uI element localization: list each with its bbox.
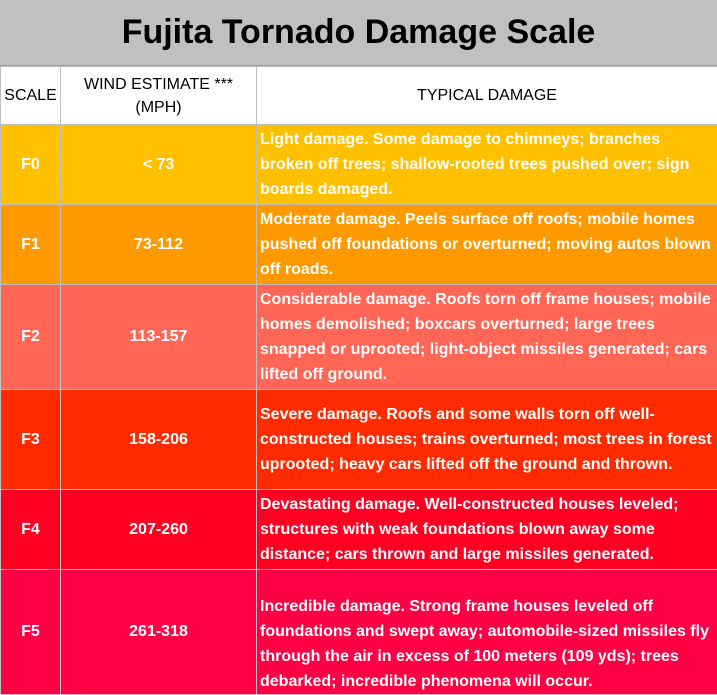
- wind-cell: 113-157: [61, 285, 257, 390]
- table-row-f2: [1, 285, 717, 390]
- scale-cell: F5: [1, 570, 61, 695]
- scale-cell: F0: [1, 125, 61, 205]
- page-title: Fujita Tornado Damage Scale: [0, 0, 717, 66]
- wind-estimate-column-header: [61, 67, 257, 125]
- damage-scale-table: [0, 66, 717, 695]
- wind-cell: 73-112: [61, 205, 257, 285]
- scale-cell: F3: [1, 390, 61, 490]
- table-row-f0: [1, 125, 717, 205]
- damage-cell: Light damage. Some damage to chimneys; branches broken off trees; shallow-rooted trees pushed over; sign boards damaged.: [257, 125, 717, 205]
- wind-cell: 261-318: [61, 570, 257, 695]
- table-row-f5: [1, 570, 717, 695]
- typical-damage-column-header: TYPICAL DAMAGE: [257, 67, 717, 125]
- scale-cell: F4: [1, 490, 61, 570]
- table-row-f3: [1, 390, 717, 490]
- damage-cell: Moderate damage. Peels surface off roofs; mobile homes pushed off foundations or overturned; moving autos blown off roads.: [257, 205, 717, 285]
- table-row-f4: [1, 490, 717, 570]
- table-row-f1: [1, 205, 717, 285]
- wind-cell: < 73: [61, 125, 257, 205]
- damage-cell: Severe damage. Roofs and some walls torn off well-constructed houses; trains overturned; most trees in forest uprooted; heavy cars lifted off the ground and thrown.: [257, 390, 717, 490]
- damage-cell: Considerable damage. Roofs torn off frame houses; mobile homes demolished; boxcars overturned; large trees snapped or uprooted; light-object missiles generated; cars lifted off ground.: [257, 285, 717, 390]
- wind-cell: 207-260: [61, 490, 257, 570]
- wind-header-line1: WIND ESTIMATE ***: [84, 76, 233, 93]
- header-row: [1, 67, 717, 125]
- damage-cell: Devastating damage. Well-constructed houses leveled; structures with weak foundations blown away some distance; cars thrown and large missiles generated.: [257, 490, 717, 570]
- wind-header-line2: (MPH): [135, 99, 181, 116]
- scale-cell: F1: [1, 205, 61, 285]
- scale-column-header: SCALE: [1, 67, 61, 125]
- wind-cell: 158-206: [61, 390, 257, 490]
- damage-cell: Incredible damage. Strong frame houses leveled off foundations and swept away; automobile-sized missiles fly through the air in excess of 100 meters (109 yds); trees debarked; incredible phenomena will occur.: [257, 570, 717, 695]
- scale-cell: F2: [1, 285, 61, 390]
